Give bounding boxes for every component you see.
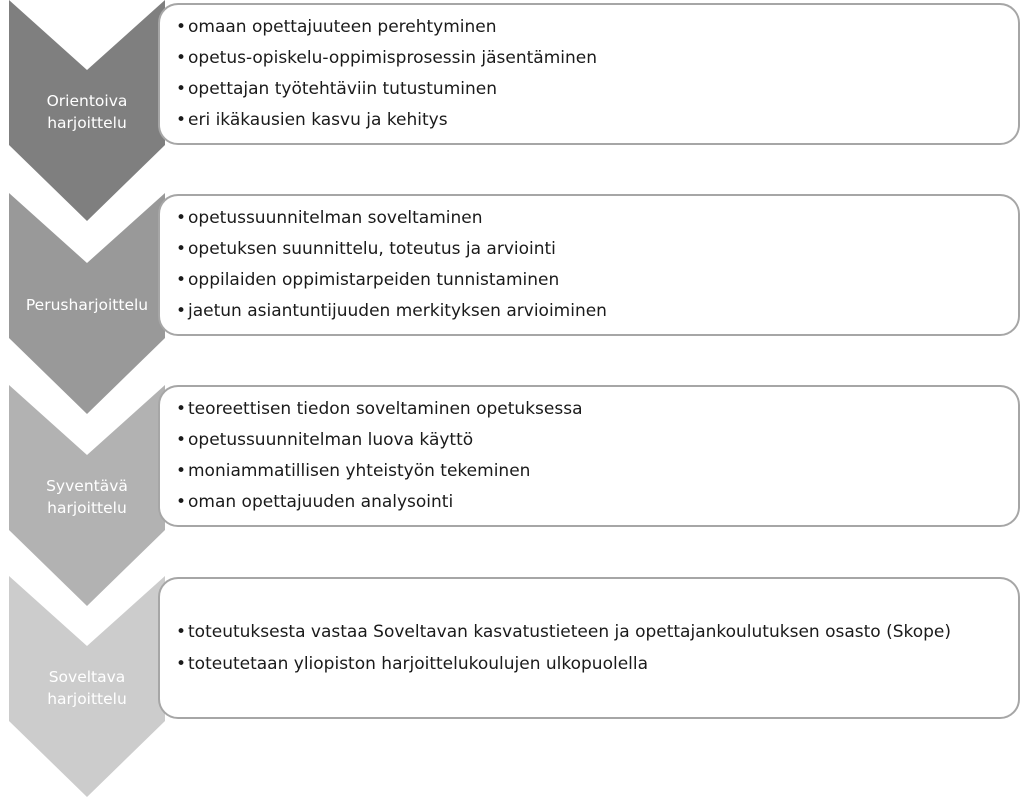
stage-items-list [176, 12, 1006, 136]
stage-label-line-2: harjoittelu [47, 499, 127, 517]
stage-items-list [176, 203, 1006, 327]
list-item: • opetussuunnitelman soveltaminen [176, 203, 1006, 234]
stage-chevron-soveltava [9, 576, 165, 797]
stage-label [9, 82, 165, 142]
stage-card-perusharjoittelu [158, 194, 1020, 336]
stage-items-list [176, 619, 1006, 677]
stage-card-soveltava [158, 577, 1020, 719]
stage-chevron-orientoiva [9, 0, 165, 221]
list-item: • teoreettisen tiedon soveltaminen opetuksessa [176, 394, 1006, 425]
list-item: • eri ikäkausien kasvu ja kehitys [176, 105, 1006, 136]
list-item: • opetussuunnitelman luova käyttö [176, 425, 1006, 456]
stage-label-line-1: Perusharjoittelu [25, 296, 149, 314]
stage-chevron-perusharjoittelu [9, 193, 165, 414]
list-item: • omaan opettajuuteen perehtyminen [176, 12, 1006, 43]
list-item: • toteutetaan yliopiston harjoittelukoulujen ulkopuolella [176, 651, 1006, 677]
stage-chevron-syventava [9, 385, 165, 606]
stage-label [9, 467, 165, 527]
list-item: • opettajan työtehtäviin tutustuminen [176, 74, 1006, 105]
stage-label [9, 275, 165, 335]
list-item: • oman opettajuuden analysointi [176, 487, 1006, 518]
stage-label-line-2: harjoittelu [47, 114, 127, 132]
list-item: • opetuksen suunnittelu, toteutus ja arviointi [176, 234, 1006, 265]
stage-label [9, 658, 165, 718]
stage-card-syventava [158, 385, 1020, 527]
stage-items-list [176, 394, 1006, 518]
list-item: • moniammatillisen yhteistyön tekeminen [176, 456, 1006, 487]
stage-label-line-2: harjoittelu [47, 690, 127, 708]
list-item: • opetus-opiskelu-oppimisprosessin jäsentäminen [176, 43, 1006, 74]
stage-label-line-1: Soveltava [48, 668, 126, 686]
stage-label-line-1: Orientoiva [46, 92, 128, 110]
list-item: • toteutuksesta vastaa Soveltavan kasvatustieteen ja opettajankoulutuksen osasto (Skope) [176, 619, 1006, 645]
list-item: • oppilaiden oppimistarpeiden tunnistaminen [176, 265, 1006, 296]
list-item: • jaetun asiantuntijuuden merkityksen arvioiminen [176, 296, 1006, 327]
stage-card-orientoiva [158, 3, 1020, 145]
stage-label-line-1: Syventävä [46, 477, 128, 495]
